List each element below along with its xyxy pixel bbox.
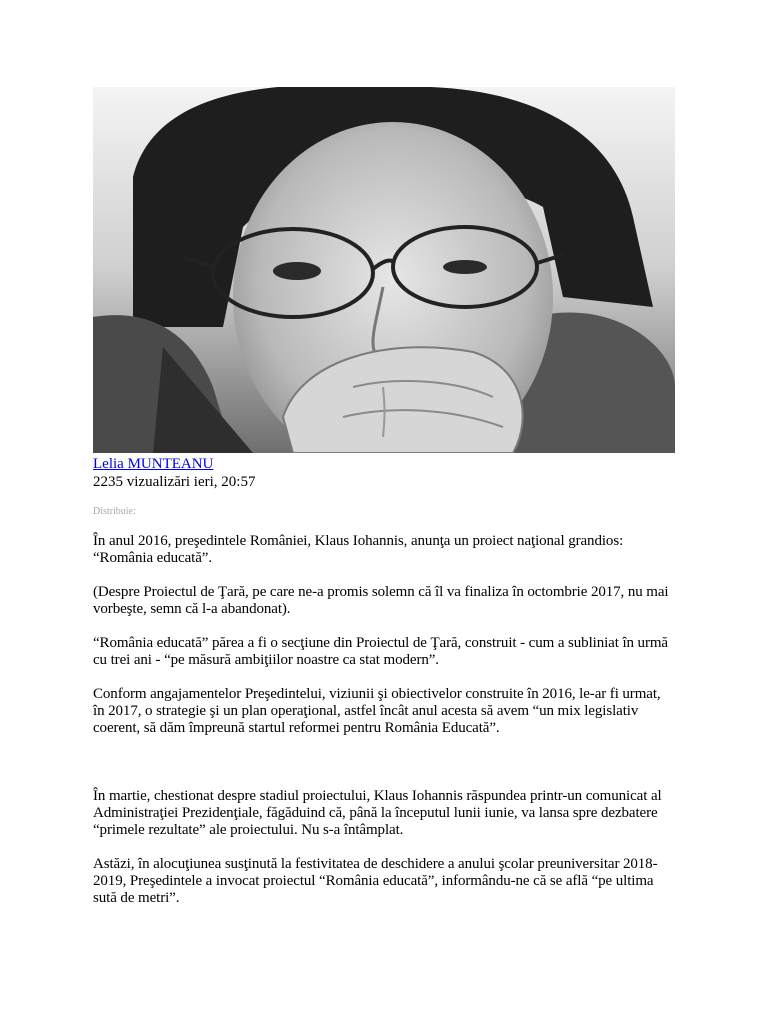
- paragraph-4: Conform angajamentelor Preşedintelui, viziunii şi obiectivelor construite în 2016, le-ar fi urmat, în 2017, o strategie şi un plan operaţional, astfel încât anul acesta să avem “un mix legislativ coerent, să dăm împreună startul reformei pentru România Educată”.: [93, 686, 661, 736]
- paragraph-5: În martie, chestionat despre stadiul proiectului, Klaus Iohannis răspundea printr-un comunicat al Administraţiei Prezidenţiale, făgăduind că, până la începutul lunii iunie, va lansa spre dezbatere “primele rezultate” ale proiectului. Nu s-a întâmplat.: [93, 788, 662, 838]
- article: [93, 87, 675, 907]
- paragraph-1: În anul 2016, preşedintele României, Klaus Iohannis, anunţa un proiect naţional grandios: “România educată”.: [93, 533, 624, 566]
- views-and-time: 2235 vizualizări ieri, 20:57: [93, 474, 256, 490]
- paragraph-3: “România educată” părea a fi o secţiune din Proiectul de Ţară, construit - cum a subliniat în urmă cu trei ani - “pe măsură ambiţiilor noastre ca stat modern”.: [93, 635, 668, 668]
- paragraph-6: Astăzi, în alocuţiunea susţinută la festivitatea de deschidere a anului şcolar preuniversitar 2018-2019, Preşedintele a invocat proiectul “România educată”, informându-ne că se află “pe ultima sută de metri”.: [93, 856, 658, 906]
- author-link[interactable]: Lelia MUNTEANU: [93, 456, 214, 472]
- paragraph-2: (Despre Proiectul de Ţară, pe care ne-a promis solemn că îl va finaliza în octombrie 2017, nu mai vorbeşte, semn că l-a abandonat).: [93, 584, 669, 617]
- author-photo: [93, 87, 675, 453]
- share-label: Distribuie:: [93, 506, 136, 517]
